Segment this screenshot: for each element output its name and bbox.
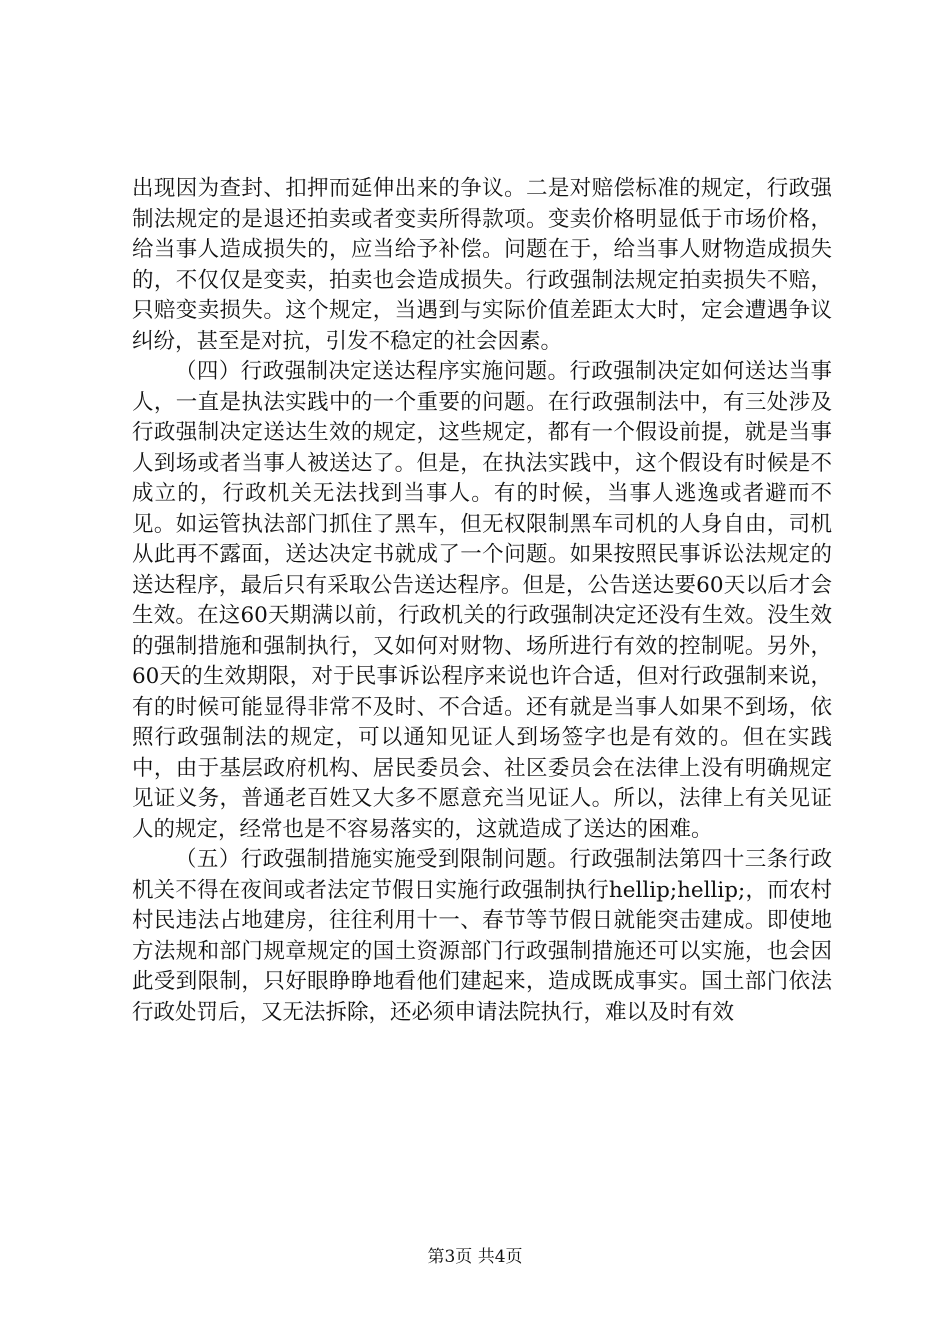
document-body xyxy=(132,174,832,1028)
paragraph-1: 出现因为查封、扣押而延伸出来的争议。二是对赔偿标准的规定，行政强制法规定的是退还拍卖或者变卖所得款项。变卖价格明显低于市场价格，给当事人造成损失的，应当给予补偿。问题在于，给当事人财物造成损失的，不仅仅是变卖，拍卖也会造成损失。行政强制法规定拍卖损失不赔，只赔变卖损失。这个规定，当遇到与实际价值差距太大时，定会遭遇争议纠纷，甚至是对抗，引发不稳定的社会因素。 xyxy=(132,176,832,354)
paragraph-2: （四）行政强制决定送达程序实施问题。行政强制决定如何送达当事人，一直是执法实践中的一个重要的问题。在行政强制法中，有三处涉及行政强制决定送达生效的规定，这些规定，都有一个假设前提，就是当事人到场或者当事人被送达了。但是，在执法实践中，这个假设有时候是不成立的，行政机关无法找到当事人。有的时候，当事人逃逸或者避而不见。如运管执法部门抓住了黑车，但无权限制黑车司机的人身自由，司机从此再不露面，送达决定书就成了一个问题。如果按照民事诉讼法规定的送达程序，最后只有采取公告送达程序。但是，公告送达要60天以后才会生效。在这60天期满以前，行政机关的行政强制决定还没有生效。没生效的强制措施和强制执行，又如何对财物、场所进行有效的控制呢。另外，60天的生效期限，对于民事诉讼程序来说也许合适，但对行政强制来说，有的时候可能显得非常不及时、不合适。还有就是当事人如果不到场，依照行政强制法的规定，可以通知见证人到场签字也是有效的。但在实践中，由于基层政府机构、居民委员会、社区委员会在法律上没有明确规定见证义务，普通老百姓又大多不愿意充当见证人。所以，法律上有关见证人的规定，经常也是不容易落实的，这就造成了送达的困难。 xyxy=(132,359,832,842)
paragraph-3: （五）行政强制措施实施受到限制问题。行政强制法第四十三条行政机关不得在夜间或者法定节假日实施行政强制执行hellip;hellip;，而农村村民违法占地建房，往往利用十一、春节等节假日就能突击建成。即使地方法规和部门规章规定的国土资源部门行政强制措施还可以实施，也会因此受到限制，只好眼睁睁地看他们建起来，造成既成事实。国土部门依法行政处罚后，又无法拆除，还必须申请法院执行，难以及时有效 xyxy=(132,847,832,1025)
page-footer: 第3页 共4页 xyxy=(427,1247,523,1267)
